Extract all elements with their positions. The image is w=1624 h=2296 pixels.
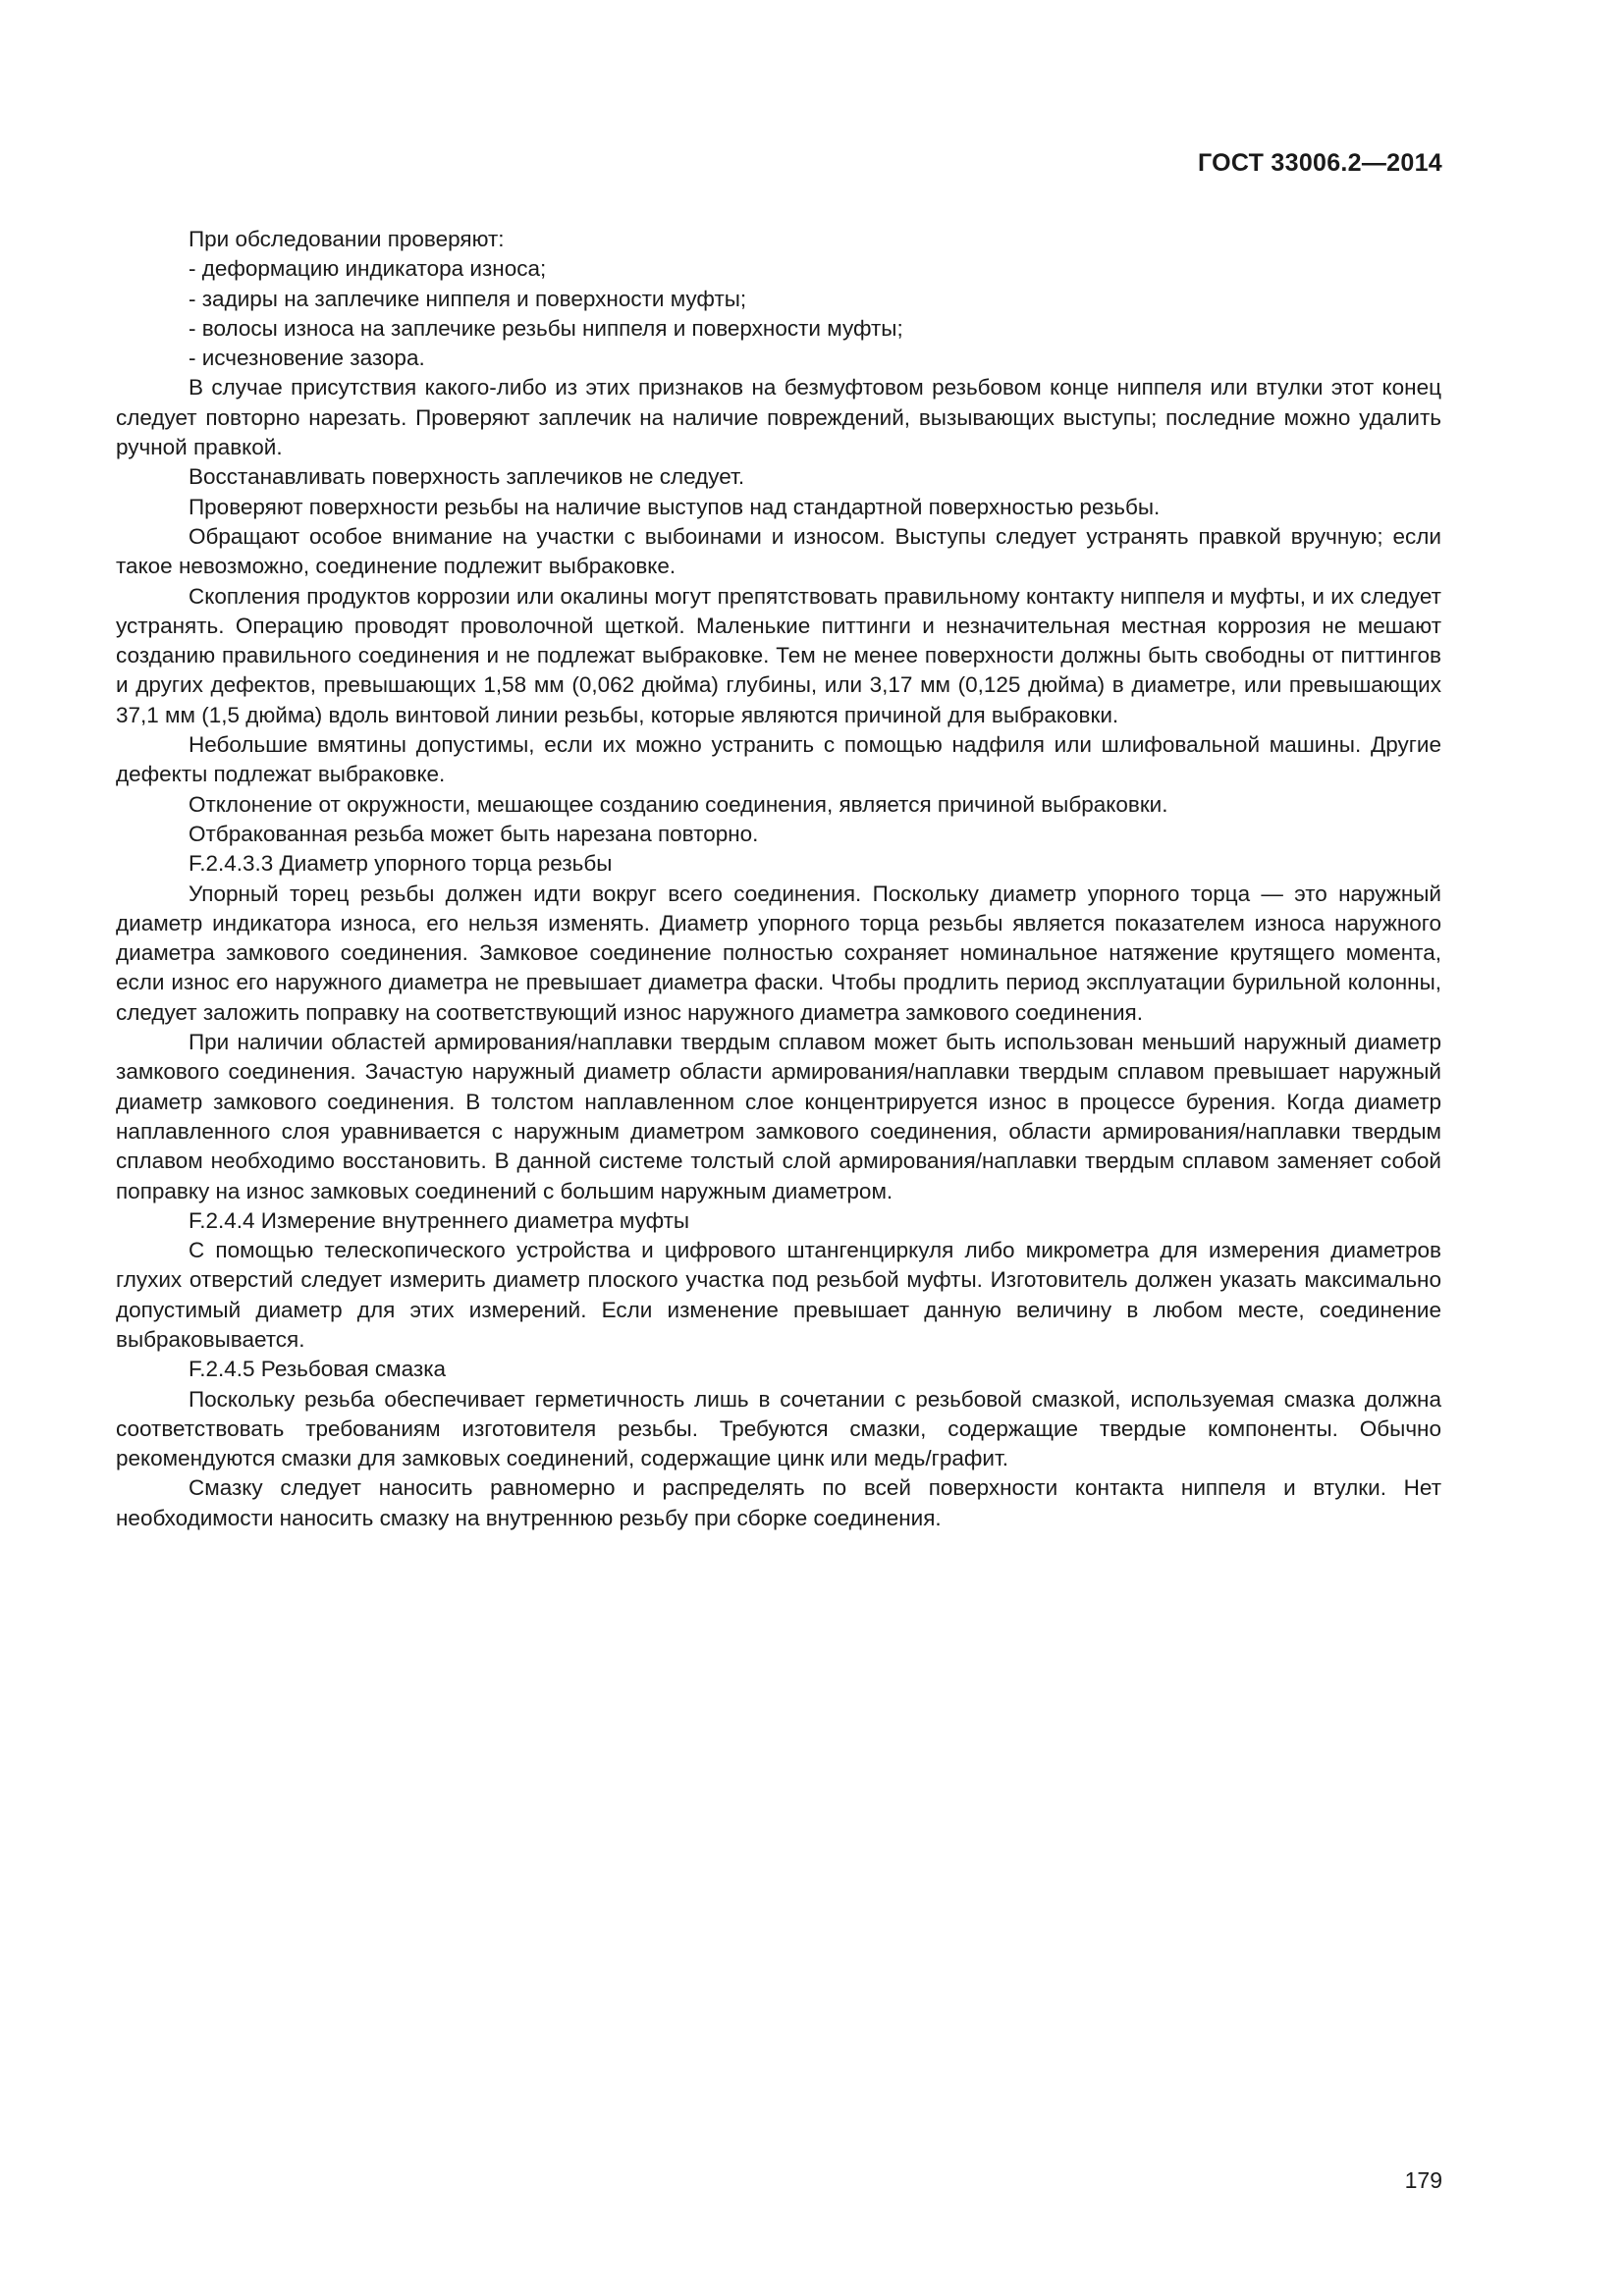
paragraph: Обращают особое внимание на участки с выбоинами и износом. Выступы следует устранять правкой вручную; если такое невозможно, соединение подлежит выбраковке. [116,523,1441,579]
document-header: ГОСТ 33006.2—2014 [1197,149,1442,177]
paragraph: При наличии областей армирования/наплавки твердым сплавом может быть использован меньший наружный диаметр замкового соединения. Зачастую наружный диаметр области армирования/наплавки твердым сплавом превышает наружный диаметр замкового соединения. В толстом наплавленном слое концентрируется износ в процессе бурения. Когда диаметр наплавленного слоя уравнивается с наружным диаметром замкового соединения, области армирования/наплавки твердым сплавом необходимо восстановить. В данной системе толстый слой армирования/наплавки твердым сплавом заменяет собой поправку на износ замковых соединений с большим наружным диаметром. [116,1030,1441,1203]
paragraph: Восстанавливать поверхность заплечиков не следует. [189,464,745,490]
paragraph: Смазку следует наносить равномерно и распределять по всей поверхности контакта ниппеля и втулки. Нет необходимости наносить смазку на внутреннюю резьбу при сборке соединения. [116,1475,1441,1530]
paragraph: Поскольку резьба обеспечивает герметичность лишь в сочетании с резьбовой смазкой, используемая смазка должна соответствовать требованиям изготовителя резьбы. Требуются смазки, содержащие твердые компоненты. Обычно рекомендуются смазки для замковых соединений, содержащие цинк или медь/графит. [116,1386,1441,1471]
list-item: - задиры на заплечике ниппеля и поверхности муфты; [189,286,747,311]
paragraph: Отбракованная резьба может быть нарезана повторно. [189,821,759,846]
paragraph: В случае присутствия какого-либо из этих признаков на безмуфтовом резьбовом конце ниппеля или втулки этот конец следует повторно нарезать. Проверяют заплечик на наличие повреждений, вызывающих выступы; последние можно удалить ручной правкой. [116,375,1441,460]
paragraph: Скопления продуктов коррозии или окалины могут препятствовать правильному контакту ниппеля и муфты, и их следует устранять. Операцию проводят проволочной щеткой. Маленькие питтинги и незначительная местная коррозия не мешают созданию правильного соединения и не подлежат выбраковке. Тем не менее поверхности должны быть свободны от питтингов и других дефектов, превышающих 1,58 мм (0,062 дюйма) глубины, или 3,17 мм (0,125 дюйма) в диаметре, или превышающих 37,1 мм (1,5 дюйма) вдоль винтовой линии резьбы, которые являются причиной для выбраковки. [116,583,1441,727]
paragraph: Отклонение от окружности, мешающее созданию соединения, является причиной выбраковки. [189,791,1168,817]
document-body [116,225,1441,1533]
paragraph: Небольшие вмятины допустимы, если их можно устранить с помощью надфиля или шлифовальной машины. Другие дефекты подлежат выбраковке. [116,732,1441,787]
section-heading: F.2.4.4 Измерение внутреннего диаметра муфты [189,1207,690,1233]
section-heading: F.2.4.3.3 Диаметр упорного торца резьбы [189,851,613,877]
paragraph: При обследовании проверяют: [189,227,505,251]
page-number: 179 [1404,2167,1442,2193]
list-item: - волосы износа на заплечике резьбы ниппеля и поверхности муфты; [189,315,903,341]
paragraph: Проверяют поверхности резьбы на наличие выступов над стандартной поверхностью резьбы. [189,494,1161,519]
list-item: - деформацию индикатора износа; [189,256,547,282]
paragraph: С помощью телескопического устройства и цифрового штангенциркуля либо микрометра для измерения диаметров глухих отверстий следует измерить диаметр плоского участка под резьбой муфты. Изготовитель должен указать максимально допустимый диаметр для этих измерений. Если изменение превышает данную величину в любом месте, соединение выбраковывается. [116,1238,1441,1352]
paragraph: Упорный торец резьбы должен идти вокруг всего соединения. Поскольку диаметр упорного торца — это наружный диаметр индикатора износа, его нельзя изменять. Диаметр упорного торца резьбы является показателем износа наружного диаметра замкового соединения. Замковое соединение полностью сохраняет номинальное натяжение крутящего момента, если износ его наружного диаметра не превышает диаметра фаски. Чтобы продлить период эксплуатации бурильной колонны, следует заложить поправку на соответствующий износ наружного диаметра замкового соединения. [116,881,1441,1025]
section-heading: F.2.4.5 Резьбовая смазка [189,1357,447,1382]
list-item: - исчезновение зазора. [189,346,425,371]
